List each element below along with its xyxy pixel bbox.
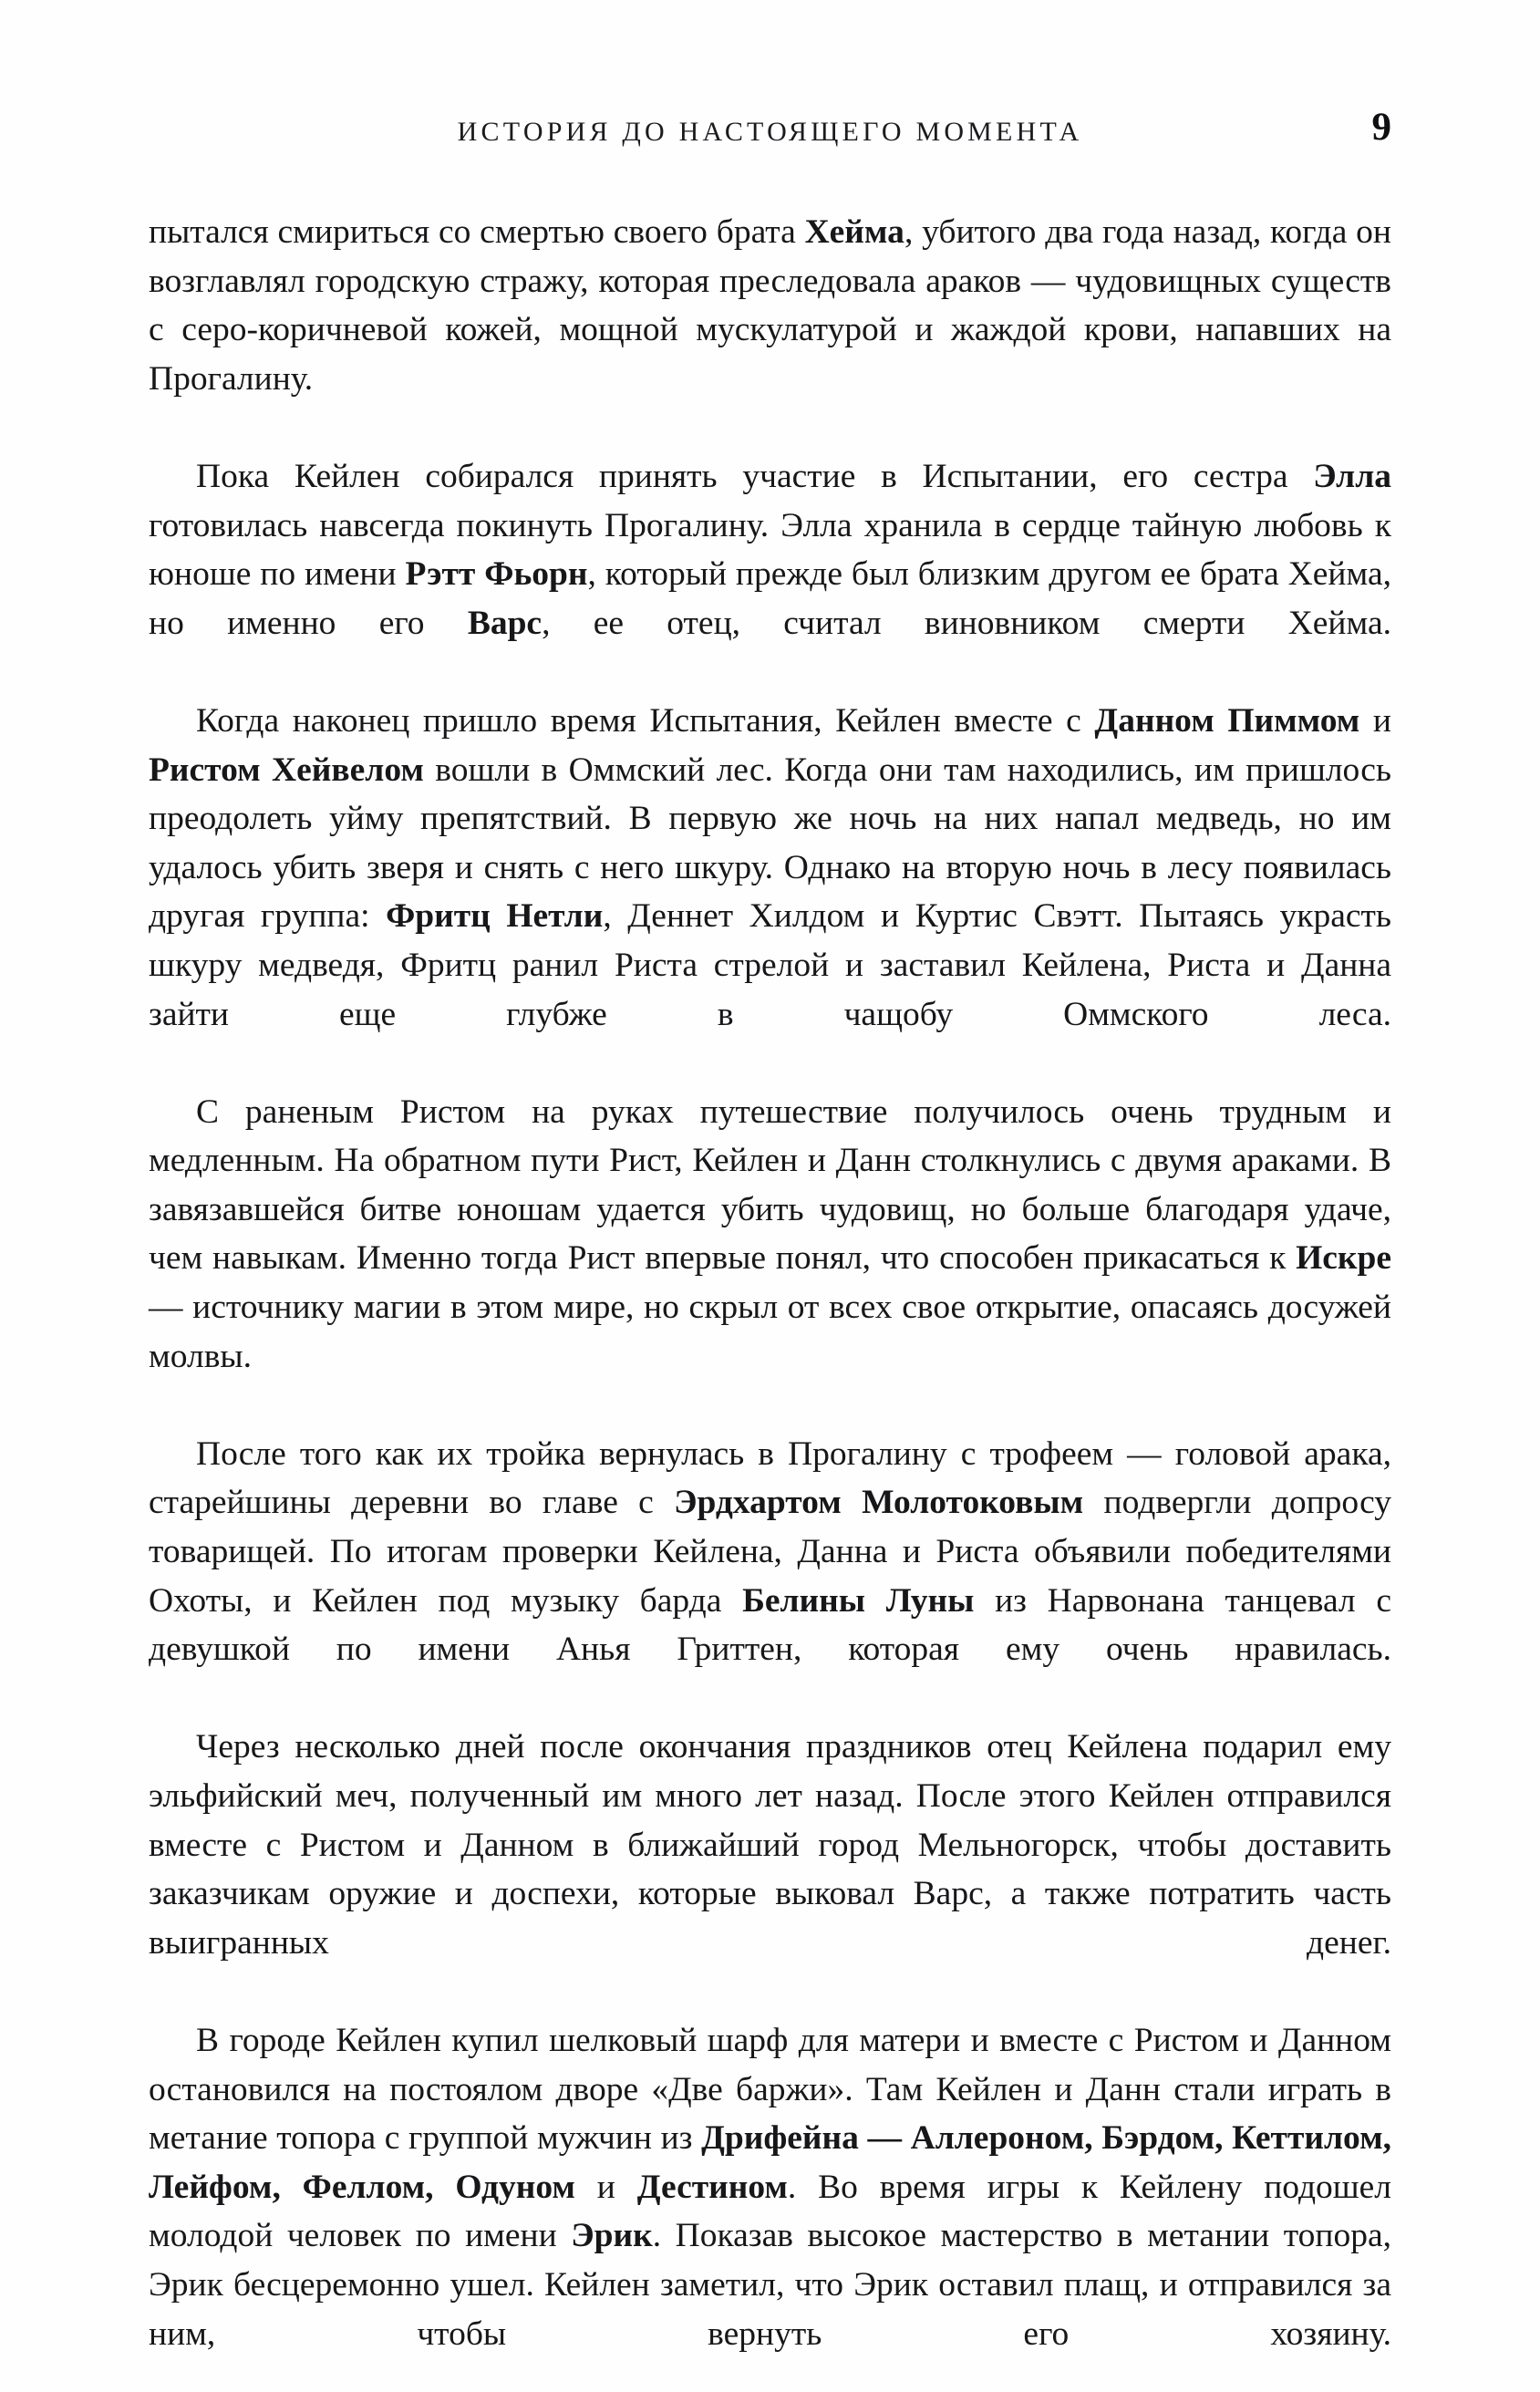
character-name: Рэтт Фьорн	[405, 555, 588, 594]
text-run: После того как их тройка вернулась в Прогалину с трофеем — головой арака, старейшины деревни во главе с	[149, 1434, 1391, 1522]
paragraph	[149, 1088, 1391, 1430]
character-name: Белины Луны	[742, 1581, 975, 1620]
text-run: и	[574, 2168, 637, 2206]
character-name: Эрик	[571, 2217, 653, 2255]
character-name: Дрифейна — Аллероном, Бэрдом, Кеттилом, Лейфом, Феллом, Одуном	[149, 2119, 1391, 2206]
text-run: С раненым Ристом на руках путешествие получилось очень трудным и медленным. На обратном пути Рист, Кейлен и Данн столкнулись с двумя араками. В завязавшейся битве юношам удается убить чудовищ, но больше благодаря удаче, чем навыкам. Именно тогда Рист впервые понял, что способен прикасаться к	[149, 1092, 1391, 1278]
text-run: , который прежде был близким другом ее брата Хейма, но именно его	[149, 555, 1391, 642]
character-name: Элла	[1313, 457, 1391, 495]
running-head	[149, 117, 1391, 166]
text-run: Когда наконец пришло время Испытания, Кейлен вместе с	[196, 701, 1095, 740]
text-run: Пока Кейлен собирался принять участие в Испытании, его сестра	[196, 457, 1314, 495]
paragraph	[149, 1723, 1391, 2016]
character-name: Данном Пиммом	[1094, 701, 1360, 740]
character-name: Ристом Хейвелом	[149, 751, 424, 789]
character-name: Фритц Нетли	[386, 897, 604, 936]
text-run: . Показав высокое мастерство в метании топора, Эрик бесцеремонно ушел. Кейлен заметил, что Эрик оставил плащ, и отправился за ним, чтобы вернуть его хозяину.	[149, 2217, 1391, 2353]
text-run: вошли в Оммский лес. Когда они там находились, им пришлось преодолеть уйму препятствий. В первую же ночь на них напал медведь, но им удалось убить зверя и снять с него шкуру. Однако на вторую ночь в лесу появилась другая группа:	[149, 751, 1391, 936]
text-run: , Деннет Хилдом и Куртис Свэтт. Пытаясь украсть шкуру медведя, Фритц ранил Риста стрелой и заставил Кейлена, Риста и Данна зайти еще глубже в чащобу Оммского леса.	[149, 897, 1391, 1033]
text-run: В городе Кейлен купил шелковый шарф для матери и вместе с Ристом и Данном остановился на постоялом дворе «Две баржи». Там Кейлен и Данн стали играть в метание топора с группой мужчин из	[149, 2021, 1391, 2158]
text-run: и	[1359, 701, 1391, 740]
body-text	[149, 208, 1391, 2392]
text-run: , ее отец, считал виновником смерти Хейма.	[542, 604, 1391, 642]
character-name: Эрдхартом Молотоковым	[674, 1484, 1084, 1522]
text-run: подвергли допросу товарищей. По итогам проверки Кейлена, Данна и Риста объявили победителями Охоты, и Кейлен под музыку барда	[149, 1484, 1392, 1620]
character-name: Дестином	[636, 2168, 788, 2206]
text-run: , убитого два года назад, когда он возглавлял городскую стражу, которая преследовала араков — чудовищных существ с серо-коричневой кожей, мощной мускулатурой и жаждой крови, напавших на Прогалину.	[149, 213, 1391, 398]
running-head-title: ИСТОРИЯ ДО НАСТОЯЩЕГО МОМЕНТА	[457, 117, 1083, 147]
page-number: 9	[1371, 106, 1391, 149]
paragraph	[149, 697, 1391, 1088]
text-run: . Во время игры к Кейлену подошел молодой человек по имени	[149, 2168, 1392, 2255]
paragraph	[149, 1430, 1391, 1724]
text-run: пытался смириться со смертью своего брата	[149, 213, 805, 251]
text-run: готовилась навсегда покинуть Прогалину. Элла хранила в сердце тайную любовь к юноше по имени	[149, 506, 1391, 594]
character-name: Искре	[1296, 1239, 1391, 1278]
paragraph	[149, 2016, 1391, 2392]
character-name: Хейма	[804, 213, 904, 251]
text-run: — источнику магии в этом мире, но скрыл от всех свое открытие, опасаясь досужей молвы.	[149, 1289, 1391, 1375]
paragraph	[149, 208, 1391, 452]
paragraph	[149, 452, 1391, 697]
character-name: Варс	[467, 604, 543, 642]
text-run: из Нарвонана танцевал с девушкой по имени Анья Гриттен, которая ему очень нравилась.	[149, 1581, 1391, 1669]
text-run: Через несколько дней после окончания праздников отец Кейлена подарил ему эльфийский меч, полученный им много лет назад. После этого Кейлен отправился вместе с Ристом и Данном в ближайший город Мельногорск, чтобы доставить заказчикам оружие и доспехи, которые выковал Варс, а также потратить часть выигранных денег.	[149, 1728, 1391, 1962]
